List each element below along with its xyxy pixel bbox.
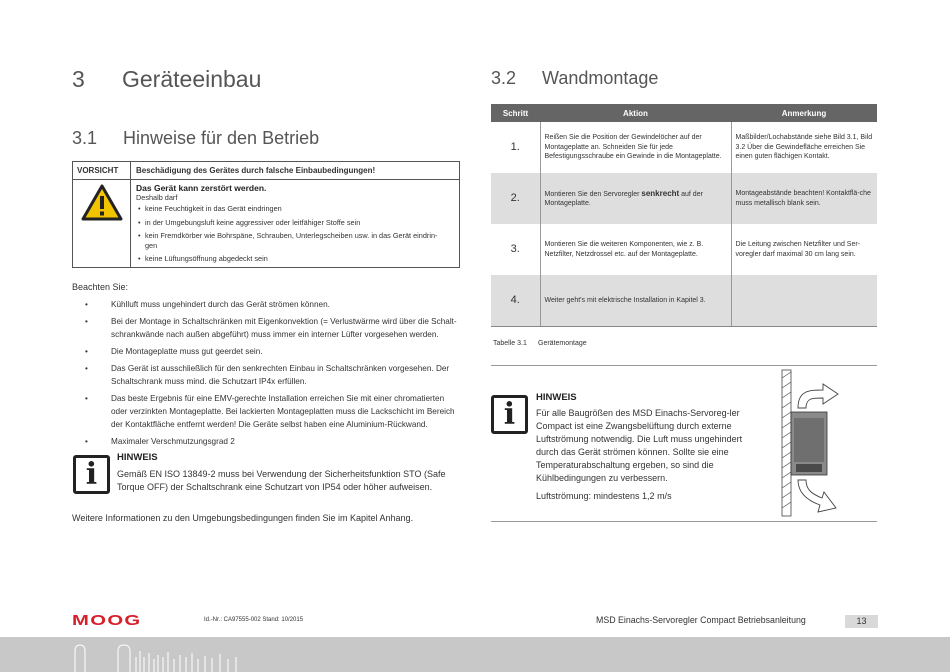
step-cell: 1. (491, 122, 540, 173)
hinweis-text: Für alle Baugrößen des MSD Einachs-Servoreg-ler Compact ist eine Zwangsbelüftung durch externe Luftströmung notwendig. Die Luft muss ungehindert durch das Gerät strömen können. Sollte sie eine Temperaturabschaltung ergeben, so sind die Kühlbedingungen zu verbessern. (536, 408, 743, 483)
footer-band (0, 637, 950, 672)
hinweis-title: HINWEIS (536, 392, 577, 403)
airflow-text: Luftströmung: mindestens 1,2 m/s (536, 491, 672, 501)
table-caption: Tabelle 3.1 Gerätemontage (493, 340, 587, 347)
list-item: • Die Montageplatte muss gut geerdet sein. (82, 345, 462, 358)
caution-label: VORSICHT (73, 162, 131, 179)
caution-heading: Beschädigung des Gerätes durch falsche Einbaubedingungen! (136, 166, 376, 175)
caution-subtitle: Deshalb darf (136, 193, 178, 202)
step-cell: 3. (491, 224, 540, 275)
caution-title: Das Gerät kann zerstört werden. (136, 183, 267, 193)
page-number: 13 (845, 615, 878, 628)
action-cell: Montieren Sie den Servoregler senkrecht auf der Montageplatte. (540, 173, 731, 224)
doc-title: MSD Einachs-Servoregler Compact Betriebsanleitung (596, 615, 806, 625)
caution-item: • keine Feuchtigkeit in das Gerät eindringen (136, 204, 459, 214)
hinweis-text: Gemäß EN ISO 13849-2 muss bei Verwendung der Sicherheitsfunktion STO (Safe Torque OFF) der Schaltschrank eine Schutzart von IP54 oder höher aufweisen. (117, 469, 446, 492)
action-cell: Weiter geht's mit elektrische Installation in Kapitel 3. (540, 275, 731, 326)
intro-text: Beachten Sie: (72, 282, 129, 292)
more-info-text: Weitere Informationen zu den Umgebungsbedingungen finden Sie im Kapitel Anhang. (72, 513, 414, 523)
caution-item: • kein Fremdkörber wie Bohrspäne, Schrauben, Unterlegscheiben usw. in das Gerät eindrin-gen (136, 231, 459, 250)
note-cell: Montageabstände beachten! Kontaktflä-che muss metallisch blank sein. (731, 173, 877, 224)
airflow-diagram (768, 368, 878, 518)
footer-decoration (0, 637, 250, 672)
list-item: • Bei der Montage in Schaltschränken mit Eigenkonvektion (= Verlustwärme wird über die Schalt-schrankwände nach außen abgeführt) muss immer ein interner Lüfter vorgesehen werden. (82, 315, 462, 341)
note-cell (731, 275, 877, 326)
table-row (491, 122, 877, 173)
divider (491, 365, 877, 366)
table-row (491, 224, 877, 275)
note-cell: Maßbilder/Lochabstände siehe Bild 3.1, Bild 3.2 Über die Gewindefläche erreichen Sie einen guten flächigen Kontakt. (735, 134, 873, 161)
requirements-list (82, 298, 462, 452)
caution-box (72, 161, 460, 268)
mounting-table (491, 104, 877, 327)
caution-item: • in der Umgebungsluft keine aggressiver oder leitfähiger Stoffe sein (136, 218, 459, 228)
table-row (491, 173, 877, 224)
table-header: Aktion (540, 104, 731, 122)
doc-id: Id.-Nr.: CA97555-002 Stand: 10/2015 (204, 617, 304, 623)
chapter-title: 3 Geräteeinbau (72, 66, 262, 92)
list-item: • Maximaler Verschmutzungsgrad 2 (82, 435, 462, 448)
section-31-title: 3.1 Hinweise für den Betrieb (72, 128, 320, 148)
action-cell: Reißen Sie die Position der Gewindelöcher auf der Montageplatte an. Schneiden Sie für jede Befestigungsschraube ein Gewinde in die Montageplatte. (540, 122, 731, 173)
list-item: • Kühlluft muss ungehindert durch das Gerät strömen können. (82, 298, 462, 311)
list-item: • Das beste Ergebnis für eine EMV-gerechte Installation erreichen Sie mit einer chromatierten oder verzinkten Montageplatte. Bei lackierten Montageplatten muss die Lackschicht im Bereich der Kontaktfläche entfernt werden! Die Geräte selbst haben eine Aluminium-Rückwand. (82, 392, 462, 431)
divider (491, 521, 877, 522)
table-header: Anmerkung (731, 104, 877, 122)
warning-triangle-icon (81, 184, 123, 222)
list-item: • Das Gerät ist ausschließlich für den senkrechten Einbau in Schaltschränken vorgesehen. Der Schaltschrank muss mind. die Schutzart IP4x erfüllen. (82, 362, 462, 388)
step-cell: 4. (491, 275, 540, 326)
step-cell: 2. (491, 173, 540, 224)
note-cell: Die Leitung zwischen Netzfilter und Ser-voregler darf maximal 30 cm lang sein. (735, 241, 861, 258)
table-header: Schritt (491, 104, 540, 122)
action-cell: Montieren Sie die weiteren Komponenten, wie z. B. Netzfilter, Netzdrossel etc. auf der Montageplatte. (540, 224, 731, 275)
info-icon: i (73, 455, 110, 494)
hinweis-title: HINWEIS (117, 452, 158, 463)
moog-logo: MOOG (72, 612, 142, 629)
caution-item: • keine Lüftungsöffnung abgedeckt sein (136, 254, 459, 264)
section-32-title: 3.2 Wandmontage (491, 68, 659, 88)
info-icon: i (491, 395, 528, 434)
table-row (491, 275, 877, 326)
